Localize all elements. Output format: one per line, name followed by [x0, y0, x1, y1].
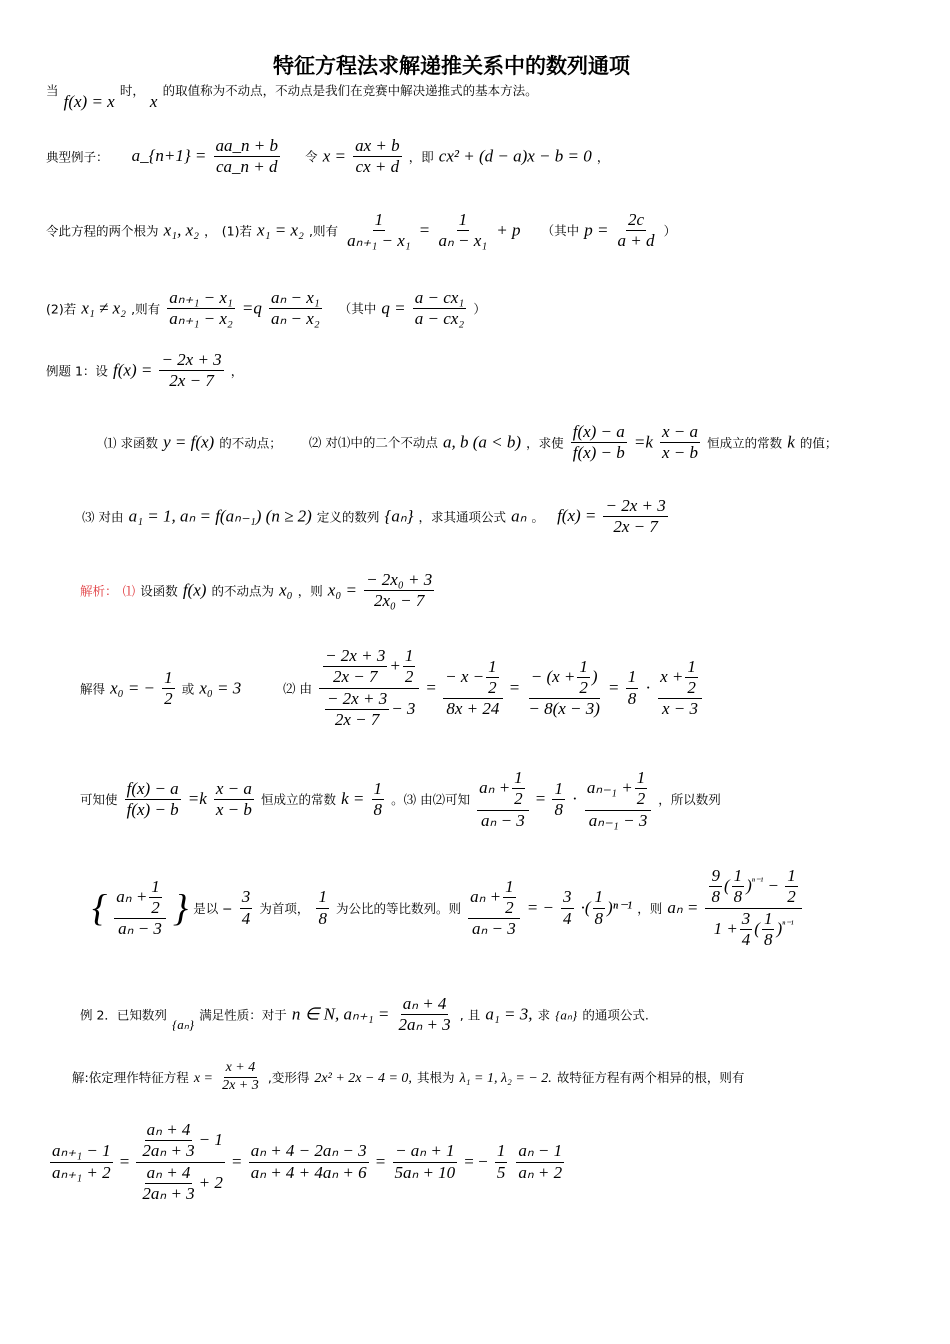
brace-right-icon: }	[172, 887, 189, 930]
final-derivation: $\frac{\text{aₙ₊₁ − 1}}{\text{aₙ₊₁ + 2}}$ = $\frac{\text{aₙ + 4}}{\text{2aₙ + 3}}$ − 1 $\frac{\text{aₙ + 4}}{\text{2aₙ + 3}}$ + 2 = $\frac{\text{aₙ + 4 − 2aₙ − 3}}{\text{aₙ + 4 + 4aₙ + 6}}$ = $\frac{\text{− aₙ + 1}}{\text{5aₙ + 10}}$ = − $\frac{1}{5}$ $\frac{\text{aₙ − 1}}{\text{aₙ + 2}}$	[52, 1120, 563, 1204]
typical-example: 典型例子： a_{n+1} = $\frac{aa\_n + b}{ca\_n + d}$ 令 x = $\frac{ax + b}{cx + d}$ ，即 cx² + (d − a)x − b = 0 ，	[46, 136, 610, 177]
step-four-fraction: $\frac{1}{8}$	[627, 667, 637, 708]
ex1-q3-fraction: $\frac{- 2x + 3}{2x - 7}$	[605, 496, 666, 537]
general-term: $\frac{9}{8}$ ( $\frac{1}{8}$ )$^{^{n-1}}$ − $\frac{1}{2}$ 1 + $\frac{3}{4}$ ( $\frac{1}{8}$ )$^{^{n-1}}$	[705, 866, 801, 951]
intro-prefix: 当	[46, 83, 59, 98]
geometric-coef: $\frac{3}{4}$	[563, 887, 572, 928]
ratio-rhs: aₙ₋₁ + $\frac{1}{2}$ aₙ₋₁ − 3	[585, 768, 651, 831]
sol3-fraction: $\frac{x + 4}{2x + 3}$	[222, 1060, 259, 1093]
first-term: $\frac{3}{4}$	[241, 887, 251, 928]
case1-rhs-fraction: $\frac{1}{\text{aₙ − x₁}}$	[438, 210, 488, 251]
solution-sequence: { aₙ + $\frac{1}{2}$ aₙ − 3 } 是以 − $\frac{3}{4}$ 为首项， $\frac{1}{8}$ 为公比的等比数列。则 aₙ + $\frac{1}{2}$ aₙ − 3 = − $\frac{3}{4}$ ·( $\frac{1}{8}$ )ⁿ⁻¹ ，则 aₙ = $\frac{9}{8}$ ( $\frac{1}{8}$ )$^{^{n-1}}$ − $\frac{1}{2}$ 1 + $\frac{3}{4}$ ( $\frac{1}{8}$ )$^{^{n-1}}$	[92, 866, 804, 951]
ex1-question-3: ⑶ 对由 a₁ = 1, aₙ = f(aₙ₋₁) (n ≥ 2) 定义的数列 {aₙ} ，求其通项公式 aₙ 。 f(x) = $\frac{- 2x + 3}{2x - 7}$	[82, 496, 666, 537]
example-one: 例题 1：设 f(x) = $\frac{- 2x + 3}{2x - 7}$ ，	[46, 350, 244, 391]
eq-fraction: $\frac{ax + b}{cx + d}$	[355, 136, 400, 177]
example-two: 例 2．已知数列 $_{\{a_n\}}$ 满足性质：对于 n ∈ N, aₙ₊₁ = $\frac{\text{aₙ + 4}}{\text{2aₙ + 3}}$ , 且 a₁ = 3, 求 {aₙ} 的通项公式.	[80, 994, 649, 1035]
recur-fraction: $\frac{aa\_n + b}{ca\_n + d}$	[215, 136, 278, 177]
step-three-fraction: − (x + $\frac{1}{2}$ ) − 8(x − 3)	[528, 656, 600, 719]
solution-two: 可知使 $\frac{f(x) - a}{f(x) - b}$ =k $\frac{x - a}{x - b}$ 恒成立的常数 k = $\frac{1}{8}$ 。⑶ 由⑵可知 aₙ + $\frac{1}{2}$ aₙ − 3 = $\frac{1}{8}$ · aₙ₋₁ + $\frac{1}{2}$ aₙ₋₁ − 3 ，所以数列	[80, 768, 721, 830]
final-rhs: $\frac{\text{aₙ − 1}}{\text{aₙ + 2}}$	[518, 1141, 563, 1182]
p-fraction: $\frac{2c}{a + d}$	[617, 210, 655, 251]
brace-left-icon: {	[92, 887, 108, 930]
final-coef: $\frac{1}{5}$	[496, 1141, 506, 1182]
root-half: $\frac{1}{2}$	[164, 668, 173, 709]
q-fraction: $\frac{\text{a − cx₁}}{\text{a − cx₂}}$	[414, 288, 465, 329]
ex2-fraction: $\frac{\text{aₙ + 4}}{\text{2aₙ + 3}}$	[398, 994, 451, 1035]
solution-label: 解析：	[80, 583, 118, 599]
sol1-x0-fraction: $\frac{\text{− 2x₀ + 3}}{\text{2x₀ − 7}}$	[366, 570, 433, 611]
solution-one: 解析： ⑴ 设函数 f(x) 的不动点为 x₀ ，则 x₀ = $\frac{\text{− 2x₀ + 3}}{\text{2x₀ − 7}}$	[80, 570, 433, 611]
quadratic: cx² + (d − a)x − b = 0	[438, 146, 592, 166]
intro-line	[46, 80, 538, 111]
eq-lhs: x =	[322, 146, 346, 166]
typical-let: 令	[305, 149, 318, 165]
ex1-question-1-2: ⑴ 求函数 y = f(x) 的不动点； ⑵ 对⑴中的二个不动点 a, b (a < b) ，求使 $\frac{f(x) - a}{f(x) - b}$ =k $\frac{x - a}{x - b}$ 恒成立的常数 k 的值；	[104, 422, 838, 463]
solution-derivation: ⑵ 由 $\frac{- 2x + 3}{2x - 7}$ + $\frac{1}{2}$ $\frac{- 2x + 3}{2x - 7}$ − 3 = − x − $\frac{1}{2}$ 8x + 24 = − (x + $\frac{1}{2}$ ) − 8(x − 3) = $\frac{1}{8}$ · x + $\frac{1}{2}$ x − 3	[283, 646, 704, 731]
step-five-fraction: x + $\frac{1}{2}$ x − 3	[658, 657, 702, 720]
solution-three: 解:依定理作特征方程 x = $\frac{x + 4}{2x + 3}$ ,变形得 2x² + 2x − 4 = 0, 其根为 λ₁ = 1, λ₂ = − 2. 故特征方程有两个相异的根，则有	[72, 1060, 745, 1093]
case-two: (2)若 x₁ ≠ x₂ ,则有 $\frac{\text{aₙ₊₁ − x₁}}{\text{aₙ₊₁ − x₂}}$ =q $\frac{\text{aₙ − x₁}}{\text{aₙ − x₂}}$ （其中 q = $\frac{\text{a − cx₁}}{\text{a − cx₂}}$ ）	[46, 288, 486, 329]
step-two-fraction: − x − $\frac{1}{2}$ 8x + 24	[443, 657, 503, 720]
sequence-term: aₙ + $\frac{1}{2}$ aₙ − 3	[114, 877, 166, 940]
ex1-q2-rhs: $\frac{x - a}{x - b}$	[662, 422, 699, 463]
intro-mid: 时，	[119, 83, 145, 98]
sol2-rhs: $\frac{x - a}{x - b}$	[215, 778, 252, 820]
intro-var: x	[149, 92, 158, 111]
sol2-lhs: $\frac{f(x) - a}{f(x) - b}$	[126, 778, 179, 820]
big-compound-fraction: $\frac{- 2x + 3}{2x - 7}$ + $\frac{1}{2}$ $\frac{- 2x + 3}{2x - 7}$ − 3	[319, 646, 419, 731]
case2-lhs-fraction: $\frac{\text{aₙ₊₁ − x₁}}{\text{aₙ₊₁ − x₂}}$	[169, 288, 233, 329]
final-lhs: $\frac{\text{aₙ₊₁ − 1}}{\text{aₙ₊₁ + 2}}$	[52, 1141, 111, 1182]
final-compound: $\frac{\text{aₙ + 4}}{\text{2aₙ + 3}}$ − 1 $\frac{\text{aₙ + 4}}{\text{2aₙ + 3}}$ + 2	[136, 1120, 224, 1205]
case2-rhs-fraction: $\frac{\text{aₙ − x₁}}{\text{aₙ − x₂}}$	[271, 288, 320, 329]
ex1-q2-lhs: $\frac{f(x) - a}{f(x) - b}$	[572, 422, 625, 463]
k-value: $\frac{1}{8}$	[373, 778, 382, 820]
common-ratio: $\frac{1}{8}$	[318, 887, 327, 928]
ratio-mult: $\frac{1}{8}$	[554, 778, 563, 820]
typical-label: 典型例子：	[46, 149, 109, 165]
solution-roots: 解得 x₀ = − $\frac{1}{2}$ 或 x₀ = 3	[80, 668, 242, 709]
geometric-lhs: aₙ + $\frac{1}{2}$ aₙ − 3	[468, 877, 520, 940]
case1-lhs-fraction: $\frac{1}{\text{aₙ₊₁ − x₁}}$	[347, 210, 411, 251]
ex1-f-fraction: $\frac{- 2x + 3}{2x - 7}$	[161, 350, 222, 391]
page-title: 特征方程法求解递推关系中的数列通项	[273, 54, 630, 78]
ratio-lhs: aₙ + $\frac{1}{2}$ aₙ − 3	[477, 768, 529, 831]
final-step-three: $\frac{\text{− aₙ + 1}}{\text{5aₙ + 10}}$	[394, 1141, 456, 1182]
intro-cond: f(x) = x	[63, 92, 115, 111]
typical-ie: ，即	[408, 149, 434, 165]
case-one: 令此方程的两个根为 x₁, x₂ ， (1)若 x₁ = x₂ ,则有 $\frac{1}{\text{aₙ₊₁ − x₁}}$ = $\frac{1}{\text{aₙ − x₁}}$ + p （其中 p = $\frac{2c}{a + d}$ ）	[46, 210, 677, 251]
final-step-two: $\frac{\text{aₙ + 4 − 2aₙ − 3}}{\text{aₙ + 4 + 4aₙ + 6}}$	[250, 1141, 367, 1182]
recur-lhs: a_{n+1} =	[131, 146, 207, 166]
roots: x₁, x₂	[163, 220, 200, 240]
intro-suffix: 的取值称为不动点，不动点是我们在竞赛中解决递推式的基本方法。	[162, 83, 538, 98]
